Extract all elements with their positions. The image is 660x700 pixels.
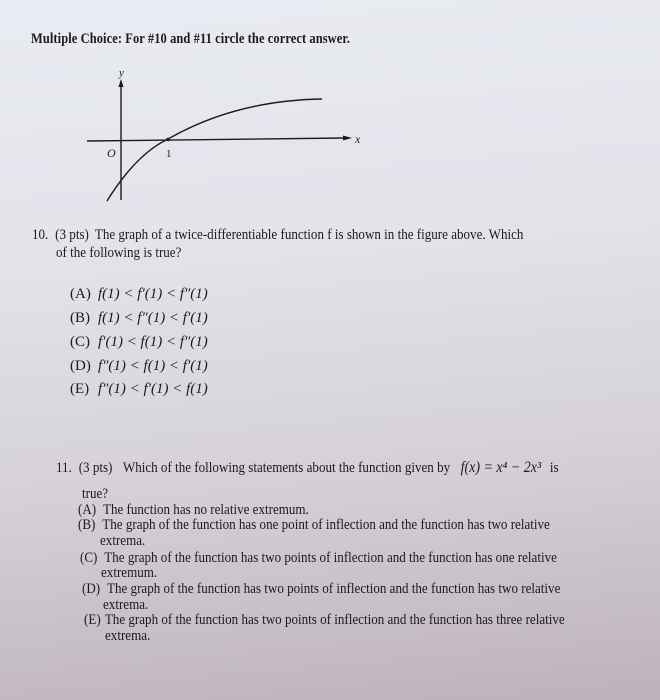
choice-expression: f′(1) < f(1) < f″(1) xyxy=(98,334,208,350)
choice-label: (B) xyxy=(78,517,96,533)
q11-choice-d[interactable] xyxy=(82,581,560,598)
choice-expression: f″(1) < f′(1) < f(1) xyxy=(98,381,208,397)
q11-points: (3 pts) xyxy=(78,460,113,476)
q11-choice-c-continued: extremum. xyxy=(101,565,158,581)
q10-number: 10. xyxy=(32,227,49,243)
q11-number: 11. xyxy=(56,460,72,476)
q11-text-line2: true? xyxy=(82,486,109,502)
curve-f xyxy=(107,99,322,201)
choice-label: (B) xyxy=(70,310,90,326)
choice-text: The graph of the function has two points of inflection and the function has one relative xyxy=(104,550,557,566)
q11-text-is: is xyxy=(549,460,559,476)
q11-text-line1: Which of the following statements about the function given by xyxy=(122,460,451,476)
x-axis-arrow-icon xyxy=(343,136,352,141)
q11-choice-d-continued: extrema. xyxy=(103,597,149,613)
choice-text: The graph of the function has two points of inflection and the function has three relative xyxy=(104,612,565,628)
x-intercept-point xyxy=(166,138,170,142)
q10-line1 xyxy=(32,227,523,244)
y-axis-arrow-icon xyxy=(119,79,124,87)
choice-expression: f(1) < f′(1) < f″(1) xyxy=(98,286,208,302)
choice-label: (E) xyxy=(70,381,90,397)
q11-choice-e-continued: extrema. xyxy=(105,628,151,644)
q10-choice-e[interactable] xyxy=(70,381,208,398)
x-axis-label: x xyxy=(355,132,361,146)
choice-label: (E) xyxy=(84,612,101,628)
tick-label-1: 1 xyxy=(166,148,172,160)
choice-label: (D) xyxy=(82,581,101,597)
q11-choice-b-continued: extrema. xyxy=(100,533,146,549)
choice-text: The graph of the function has two points of inflection and the function has two relative xyxy=(106,581,561,597)
choice-text: The function has no relative extremum. xyxy=(102,502,309,518)
q10-choice-b[interactable] xyxy=(70,310,208,327)
choice-label: (A) xyxy=(78,502,97,518)
q10-text-line1: The graph of a twice-differentiable function f is shown in the figure above. Which xyxy=(94,227,524,243)
choice-text: The graph of the function has one point of inflection and the function has two relative xyxy=(102,517,550,533)
q10-text-line2: of the following is true? xyxy=(56,245,182,261)
choice-expression: f″(1) < f(1) < f′(1) xyxy=(98,358,208,374)
choice-label: (A) xyxy=(70,286,91,302)
y-axis-label: y xyxy=(119,67,124,79)
choice-label: (C) xyxy=(80,550,98,566)
origin-label: O xyxy=(107,146,116,160)
x-axis xyxy=(87,136,352,142)
q11-choice-e[interactable] xyxy=(84,612,565,629)
q10-choice-c[interactable] xyxy=(70,334,208,351)
choice-expression: f(1) < f″(1) < f′(1) xyxy=(98,310,208,326)
q11-function-expression: f(x) = x⁴ − 2x³ xyxy=(460,459,542,476)
q10-choice-d[interactable] xyxy=(70,358,208,375)
function-graph xyxy=(0,0,660,220)
q10-choice-a[interactable] xyxy=(70,286,208,303)
choice-label: (C) xyxy=(70,334,90,350)
section-header: Multiple Choice: For #10 and #11 circle the correct answer. xyxy=(31,31,351,47)
q11-choice-b[interactable] xyxy=(78,517,550,534)
q11-line1 xyxy=(56,459,559,477)
choice-label: (D) xyxy=(70,358,91,374)
q10-points: (3 pts) xyxy=(55,227,89,243)
